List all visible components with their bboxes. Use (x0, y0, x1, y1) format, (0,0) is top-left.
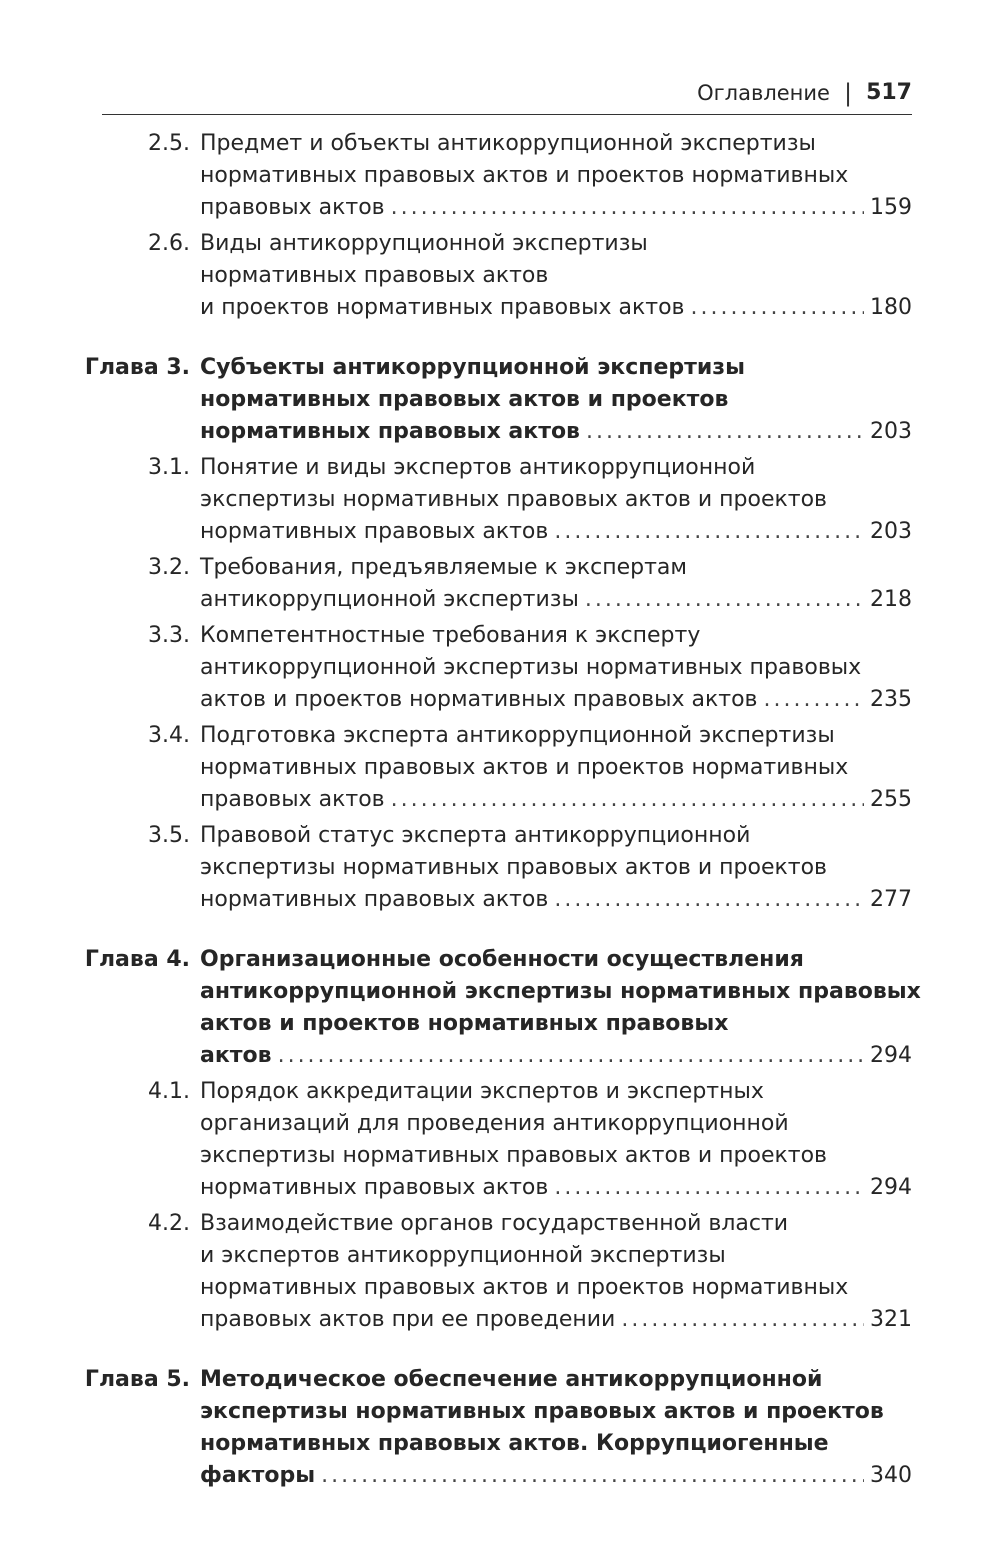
entry-page-number: 294 (870, 1175, 912, 1200)
dot-leader (321, 1460, 864, 1492)
entry-title-line: нормативных правовых актов и проектов нормативных (200, 163, 849, 188)
entry-title-line: нормативных правовых актов (200, 263, 549, 288)
header-page-number: 517 (866, 80, 912, 105)
dot-leader (764, 684, 864, 716)
chapter-title-line: экспертизы нормативных правовых актов и проектов (200, 1399, 884, 1424)
chapter-number: Глава 4. (84, 947, 190, 972)
entry-title-line: нормативных правовых актов и проектов нормативных (200, 1275, 849, 1300)
dot-leader (621, 1304, 864, 1336)
chapter-number: Глава 3. (84, 355, 190, 380)
chapter-title-line: нормативных правовых актов и проектов (200, 387, 729, 412)
dot-leader (691, 292, 864, 324)
dot-leader (554, 884, 864, 916)
entry-title-line: нормативных правовых актов (200, 1175, 549, 1200)
entry-title-line: актов и проектов нормативных правовых актов (200, 687, 758, 712)
entry-title-line: и проектов нормативных правовых актов (200, 295, 685, 320)
entry-number: 3.2. (148, 555, 190, 580)
dot-leader (391, 192, 864, 224)
entry-page-number: 255 (870, 787, 912, 812)
entry-number: 3.4. (148, 723, 190, 748)
entry-title-line: Виды антикоррупционной экспертизы (200, 231, 648, 256)
toc-entry-3-4[interactable] (102, 720, 912, 816)
entry-title-line: организаций для проведения антикоррупционной (200, 1111, 789, 1136)
toc-chapter-5[interactable] (84, 1364, 912, 1492)
entry-title-line: экспертизы нормативных правовых актов и проектов (200, 855, 828, 880)
entry-page-number: 159 (870, 195, 912, 220)
entry-title-line: Взаимодействие органов государственной власти (200, 1211, 789, 1236)
chapter-title-line: факторы (200, 1463, 316, 1488)
chapter-title-line: нормативных правовых актов (200, 419, 580, 444)
toc-entry-3-2[interactable] (102, 552, 912, 616)
entry-page-number: 180 (870, 295, 912, 320)
chapter-title-line: актов и проектов нормативных правовых (200, 1011, 729, 1036)
toc-entry-3-3[interactable] (102, 620, 912, 716)
toc-entry-4-1[interactable] (102, 1076, 912, 1204)
chapter-title-line: нормативных правовых актов. Коррупциогенные (200, 1431, 829, 1456)
toc-entry-4-2[interactable] (102, 1208, 912, 1336)
entry-page-number: 218 (870, 587, 912, 612)
entry-page-number: 277 (870, 887, 912, 912)
entry-title-line: Требования, предъявляемые к экспертам (200, 555, 687, 580)
entry-title-line: правовых актов (200, 787, 385, 812)
chapter-number: Глава 5. (84, 1367, 190, 1392)
dot-leader (585, 584, 864, 616)
dot-leader (586, 416, 864, 448)
entry-title-line: Порядок аккредитации экспертов и экспертных (200, 1079, 764, 1104)
entry-title-line: экспертизы нормативных правовых актов и проектов (200, 1143, 828, 1168)
entry-page-number: 340 (870, 1463, 912, 1488)
running-header (102, 78, 912, 115)
toc-chapter-4[interactable] (84, 944, 921, 1072)
entry-page-number: 235 (870, 687, 912, 712)
entry-page-number: 294 (870, 1043, 912, 1068)
table-of-contents (84, 128, 921, 1496)
entry-title-line: Предмет и объекты антикоррупционной экспертизы (200, 131, 816, 156)
chapter-title-line: антикоррупционной экспертизы нормативных правовых (200, 979, 921, 1004)
dot-leader (391, 784, 864, 816)
entry-title-line: Компетентностные требования к эксперту (200, 623, 701, 648)
entry-title-line: экспертизы нормативных правовых актов и проектов (200, 487, 828, 512)
entry-title-line: правовых актов (200, 195, 385, 220)
entry-title-line: антикоррупционной экспертизы нормативных правовых (200, 655, 862, 680)
entry-number: 4.1. (148, 1079, 190, 1104)
entry-number: 2.6. (148, 231, 190, 256)
entry-title-line: Подготовка эксперта антикоррупционной экспертизы (200, 723, 835, 748)
chapter-title-line: Субъекты антикоррупционной экспертизы (200, 355, 745, 380)
entry-title-line: нормативных правовых актов и проектов нормативных (200, 755, 849, 780)
chapter-title-line: Методическое обеспечение антикоррупционной (200, 1367, 823, 1392)
toc-chapter-3[interactable] (84, 352, 912, 448)
toc-entry-3-5[interactable] (102, 820, 912, 916)
header-section-title: Оглавление (697, 80, 830, 105)
entry-number: 2.5. (148, 131, 190, 156)
chapter-title-line: актов (200, 1043, 272, 1068)
entry-title-line: нормативных правовых актов (200, 519, 549, 544)
header-separator: | (843, 78, 853, 107)
dot-leader (554, 516, 864, 548)
toc-entry-3-1[interactable] (102, 452, 912, 548)
entry-number: 3.5. (148, 823, 190, 848)
entry-title-line: Правовой статус эксперта антикоррупционной (200, 823, 751, 848)
dot-leader (278, 1040, 864, 1072)
entry-title-line: антикоррупционной экспертизы (200, 587, 579, 612)
chapter-title-line: Организационные особенности осуществления (200, 947, 804, 972)
entry-title-line: правовых актов при ее проведении (200, 1307, 616, 1332)
dot-leader (554, 1172, 864, 1204)
entry-number: 3.3. (148, 623, 190, 648)
entry-title-line: Понятие и виды экспертов антикоррупционной (200, 455, 756, 480)
entry-page-number: 203 (870, 419, 912, 444)
toc-entry-2-5[interactable] (102, 128, 912, 224)
entry-number: 4.2. (148, 1211, 190, 1236)
entry-page-number: 321 (870, 1307, 912, 1332)
entry-title-line: нормативных правовых актов (200, 887, 549, 912)
entry-title-line: и экспертов антикоррупционной экспертизы (200, 1243, 726, 1268)
entry-number: 3.1. (148, 455, 190, 480)
entry-page-number: 203 (870, 519, 912, 544)
toc-entry-2-6[interactable] (102, 228, 912, 324)
